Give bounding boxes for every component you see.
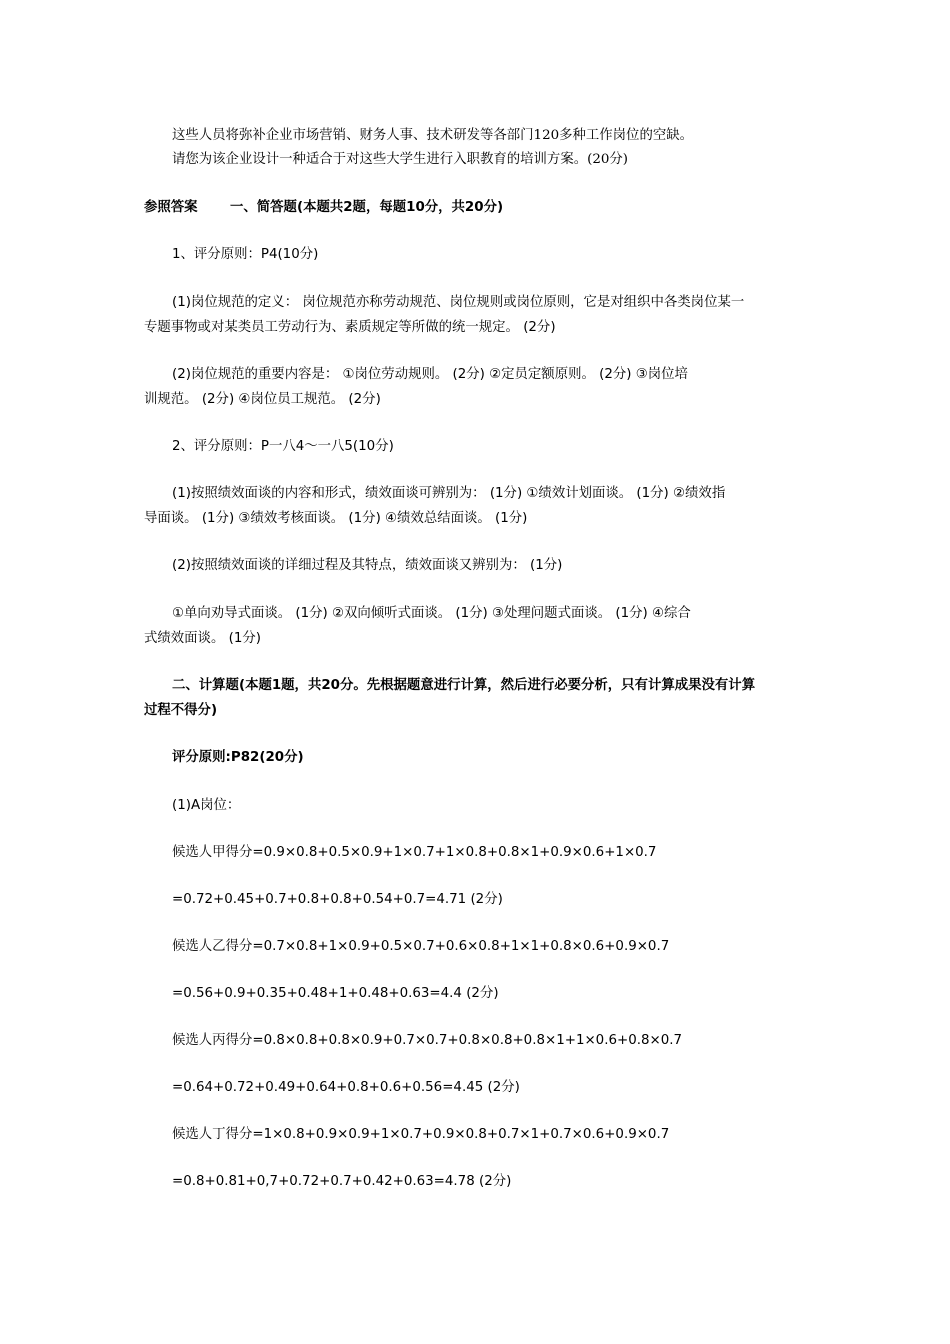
calc-line: 候选人甲得分=0.9×0.8+0.5×0.9+1×0.7+1×0.8+0.8×1+0.9×0.6+1×0.7 bbox=[172, 845, 657, 860]
q2-criteria: 2、评分原则：P一八4～一八5(10分) bbox=[172, 439, 394, 454]
q2-p2-line-1: (2)按照绩效面谈的详细过程及其特点，绩效面谈又辨别为： (1分) bbox=[172, 558, 563, 573]
q2-p3-line-2: 式绩效面谈。 (1分) bbox=[144, 631, 261, 646]
calc-line: =0.56+0.9+0.35+0.48+1+0.48+0.63=4.4 (2分) bbox=[172, 986, 499, 1001]
calc-line: 候选人乙得分=0.7×0.8+1×0.9+0.5×0.7+0.6×0.8+1×1+0.8×0.6+0.9×0.7 bbox=[172, 939, 670, 954]
q1-p2-line-1: (2)岗位规范的重要内容是： ①岗位劳动规则。 (2分) ②定员定额原则。 (2分) ③岗位培 bbox=[172, 367, 688, 382]
answer-label: 参照答案 bbox=[144, 200, 198, 215]
section2-sub1: (1)A岗位： bbox=[172, 798, 241, 813]
q1-criteria: 1、评分原则：P4(10分) bbox=[172, 247, 319, 262]
q1-p1-line-1: (1)岗位规范的定义： 岗位规范亦称劳动规范、岗位规则或岗位原则，它是对组织中各类岗位某一 bbox=[172, 295, 745, 310]
section1-title: 一、简答题(本题共2题，每题10分，共20分) bbox=[230, 200, 504, 215]
q1-p1-line-2: 专题事物或对某类员工劳动行为、素质规定等所做的统一规定。 (2分) bbox=[144, 320, 556, 335]
answer-header bbox=[144, 199, 664, 217]
calc-line: =0.64+0.72+0.49+0.64+0.8+0.6+0.56=4.45 (2分) bbox=[172, 1080, 520, 1095]
intro-line-2: 请您为该企业设计一种适合于对这些大学生进行入职教育的培训方案。(20分) bbox=[172, 152, 628, 167]
section2-title-line-1: 二、计算题(本题1题，共20分。先根据题意进行计算，然后进行必要分析，只有计算成果没有计算 bbox=[172, 678, 756, 693]
q2-p1-line-1: (1)按照绩效面谈的内容和形式，绩效面谈可辨别为： (1分) ①绩效计划面谈。 (1分) ②绩效指 bbox=[172, 486, 726, 501]
section2-title-line-2: 过程不得分) bbox=[144, 703, 218, 718]
q2-p3-line-1: ①单向劝导式面谈。 (1分) ②双向倾听式面谈。 (1分) ③处理问题式面谈。 (1分) ④综合 bbox=[172, 606, 691, 621]
calc-line: 候选人丁得分=1×0.8+0.9×0.9+1×0.7+0.9×0.8+0.7×1+0.7×0.6+0.9×0.7 bbox=[172, 1127, 670, 1142]
intro-line-1: 这些人员将弥补企业市场营销、财务人事、技术研发等各部门120多种工作岗位的空缺。 bbox=[172, 128, 694, 143]
q1-p2-line-2: 训规范。 (2分) ④岗位员工规范。 (2分) bbox=[144, 392, 381, 407]
calc-line: =0.72+0.45+0.7+0.8+0.8+0.54+0.7=4.71 (2分) bbox=[172, 892, 503, 907]
section2-criteria: 评分原则:P82(20分) bbox=[172, 750, 304, 765]
q2-p1-line-2: 导面谈。 (1分) ③绩效考核面谈。 (1分) ④绩效总结面谈。 (1分) bbox=[144, 511, 528, 526]
calc-line: =0.8+0.81+0,7+0.72+0.7+0.42+0.63=4.78 (2分) bbox=[172, 1174, 512, 1189]
calc-line: 候选人丙得分=0.8×0.8+0.8×0.9+0.7×0.7+0.8×0.8+0.8×1+1×0.6+0.8×0.7 bbox=[172, 1033, 683, 1048]
